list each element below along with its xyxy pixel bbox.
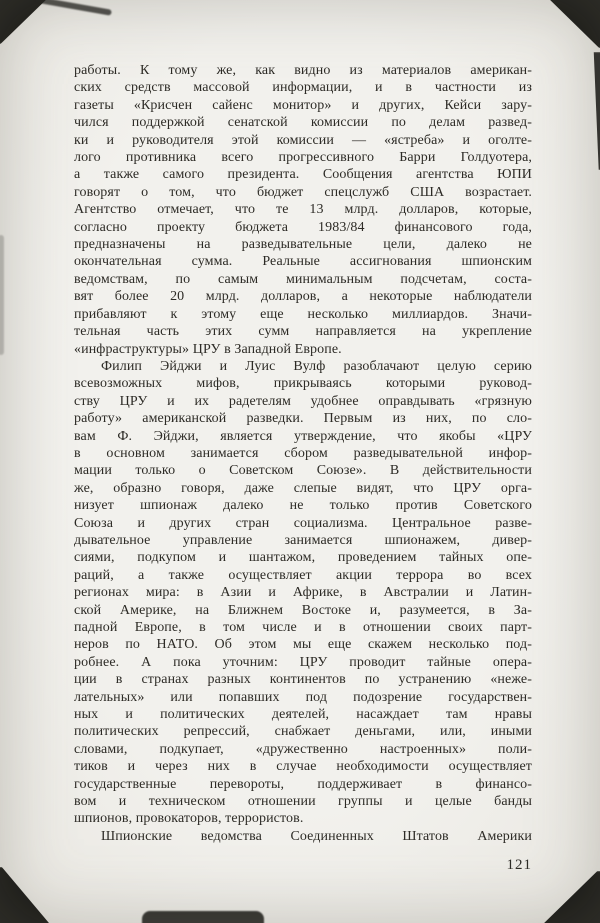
text-line: государственные перевороты, поддерживает в финансо- bbox=[74, 776, 532, 792]
scan-artifact-left-edge bbox=[0, 235, 4, 355]
text-line: робнее. А пока уточним: ЦРУ проводит тайные опера- bbox=[74, 654, 532, 670]
text-line: ных и политических деятелей, насаждает там нравы bbox=[74, 707, 532, 723]
text-line: «инфраструктуры» ЦРУ в Западной Европе. bbox=[74, 341, 342, 357]
text-line: тельная часть этих сумм направляется на укрепление bbox=[74, 324, 532, 340]
text-line: лательных» или попавших под подозрение государствен- bbox=[74, 689, 532, 705]
text-line: вом и техническом отношении группы и целые банды bbox=[74, 794, 532, 810]
text-line: прибавляют к этому еще несколько миллиардов. Значи- bbox=[74, 306, 532, 322]
text-line: падной Европе, в том числе и в отношении своих парт- bbox=[74, 620, 532, 635]
text-line: предназначены на разведывательные цели, далеко не bbox=[74, 237, 532, 253]
text-line: тиков и через них в случае необходимости осуществляет bbox=[74, 759, 532, 775]
scan-artifact-bottom-right bbox=[538, 871, 600, 923]
text-line: ской Америке, на Ближнем Востоке и, разумеется, в За- bbox=[74, 602, 532, 618]
text-line: словами, подкупает, «дружественно настроенных» поли- bbox=[74, 741, 532, 757]
text-line: в основном занимается сбором разведывательной инфор- bbox=[74, 445, 532, 461]
text-line: мации только о Советском Союзе». В действительности bbox=[74, 463, 532, 479]
scan-artifact-bottom-smear bbox=[142, 911, 264, 923]
text-line: ству ЦРУ и их радетелям удобнее оправдывать «грязную bbox=[74, 393, 532, 409]
text-line: всевозможных мифов, прикрываясь которыми руковод- bbox=[74, 376, 532, 392]
page-text bbox=[74, 62, 532, 845]
scan-artifact-top-right bbox=[544, 0, 600, 48]
text-line: чился поддержкой сенатской комиссии по делам развед- bbox=[74, 115, 532, 131]
text-line: ции в странах разных континентов по устранению «неже- bbox=[74, 672, 532, 688]
text-line: лого противника всего прогрессивного Барри Голдуотера, bbox=[74, 150, 532, 166]
scan-artifact-top-left-streak bbox=[34, 0, 112, 16]
text-line: работу» американской разведки. Первым из них, по сло- bbox=[74, 411, 532, 427]
paragraph bbox=[74, 62, 532, 358]
text-line: сиями, подкупом и шантажом, проведением тайных опе- bbox=[74, 550, 532, 566]
text-line: дывательное управление занимается шпионажем, дивер- bbox=[74, 532, 532, 548]
paragraph bbox=[74, 358, 532, 828]
paragraph bbox=[74, 828, 532, 845]
text-line: ских средств массовой информации, и в частности из bbox=[74, 80, 532, 96]
text-line: Филип Эйджи и Луис Вулф разоблачают целую серию bbox=[101, 358, 532, 374]
text-line: политических репрессий, снабжает деньгами, или, иными bbox=[74, 724, 532, 740]
text-line: Агентство отмечает, что те 13 млрд. долларов, которые, bbox=[74, 202, 532, 218]
text-line: Шпионские ведомства Соединенных Штатов Америки bbox=[101, 828, 532, 844]
scan-artifact-top-left bbox=[0, 0, 52, 44]
text-line: же, образно говоря, даже слепые видят, что ЦРУ орга- bbox=[74, 480, 532, 496]
text-line: ведомствам, по самым минимальным подсчетам, соста- bbox=[74, 271, 532, 287]
scan-artifact-bottom-left bbox=[0, 867, 54, 923]
text-line: вят более 20 млрд. долларов, а некоторые наблюдатели bbox=[74, 289, 532, 305]
text-line: а также самого президента. Сообщения агентства ЮПИ bbox=[74, 167, 532, 183]
text-line: газеты «Крисчен сайенс монитор» и других, Кейси зару- bbox=[74, 97, 532, 113]
scan-artifact-right-edge bbox=[591, 52, 600, 170]
text-line: работы. К тому же, как видно из материалов американ- bbox=[74, 63, 532, 78]
text-line: низует шпионаж далеко не только против Советского bbox=[74, 498, 532, 514]
text-line: шпионов, провокаторов, террористов. bbox=[74, 811, 304, 827]
text-line: согласно проекту бюджета 1983/84 финансового года, bbox=[74, 219, 532, 235]
text-line: неров по НАТО. Об этом мы еще скажем несколько под- bbox=[74, 637, 532, 653]
text-line: вам Ф. Эйджи, является утверждение, что якобы «ЦРУ bbox=[74, 428, 532, 444]
text-line: Союза и других стран социализма. Центральное разве- bbox=[74, 515, 532, 531]
text-line: говорят о том, что бюджет спецслужб США возрастает. bbox=[74, 184, 532, 200]
page-number: 121 bbox=[506, 857, 532, 873]
text-line: ки и руководителя этой комиссии — «ястреба» и оголте- bbox=[74, 132, 532, 148]
text-line: регионах мира: в Азии и Африке, в Австралии и Латин- bbox=[74, 585, 532, 601]
text-line: раций, а также осуществляет акции террора во всех bbox=[74, 567, 532, 583]
text-line: окончательная сумма. Реальные ассигнования шпионским bbox=[74, 254, 532, 270]
